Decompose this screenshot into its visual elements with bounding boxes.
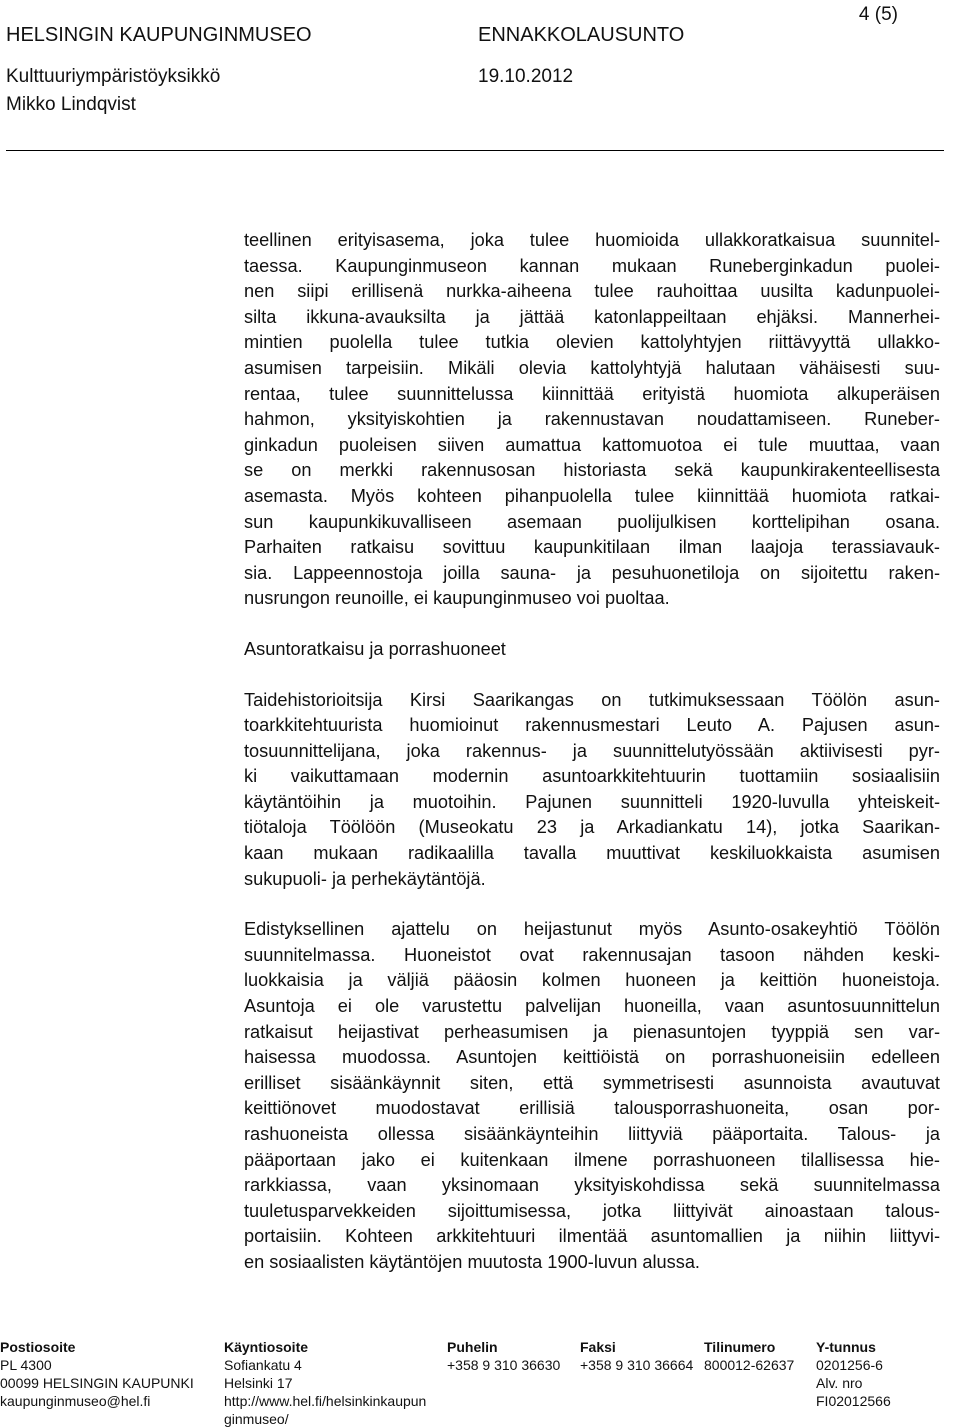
text-line: erilliset sisäänkäynnit siten, että symmetrisesti asunnoista avautuvat bbox=[244, 1072, 940, 1093]
footer-value: 800012-62637 bbox=[704, 1357, 795, 1373]
text-line: toarkkitehtuurista huomioinut rakennusmestari Leuto A. Pajusen asun- bbox=[244, 715, 940, 736]
text-line: Taidehistorioitsija Kirsi Saarikangas on tutkimuksessaan Töölön asun- bbox=[244, 689, 940, 710]
document-header bbox=[6, 24, 944, 124]
paragraph-roof bbox=[244, 228, 940, 612]
text-line: ginkadun puoleisen siiven aumattua kattomuotoa ei tule muuttaa, vaan bbox=[244, 434, 940, 455]
text-line: tosuunnittelijana, joka rakennus- ja suunnittelutyössään aktiivisesti pyr- bbox=[244, 740, 940, 761]
text-line: Asuntoja ei ole varustettu palvelijan huoneilla, vaan asuntosuunnittelun bbox=[244, 996, 940, 1017]
paragraph-progressive bbox=[244, 917, 940, 1275]
text-line: se on merkki rakennusosan historiasta sekä kaupunkirakenteellisesta bbox=[244, 460, 940, 481]
author-name: Mikko Lindqvist bbox=[6, 94, 136, 115]
document-type: ENNAKKOLAUSUNTO bbox=[478, 24, 685, 46]
footer-ytunnus bbox=[816, 1338, 891, 1410]
text-line: pääportaan jako ei kuitenkaan ilmene porrashuoneen tilallisessa hie- bbox=[244, 1149, 940, 1170]
footer-value: 0201256-6 bbox=[816, 1357, 883, 1373]
footer-label: Faksi bbox=[580, 1339, 616, 1355]
text-line: keittiönovet muodostavat erillisiä talousporrashuoneita, osan por- bbox=[244, 1098, 940, 1119]
footer-value: ginmuseo/ bbox=[224, 1411, 289, 1427]
footer-value: 00099 HELSINGIN KAUPUNKI bbox=[0, 1375, 194, 1391]
header-divider bbox=[6, 150, 944, 151]
organization-name: HELSINGIN KAUPUNGINMUSEO bbox=[6, 24, 312, 46]
text-line: ratkaisut heijastivat perheasumisen ja pienasuntojen tyyppiä sen var- bbox=[244, 1021, 940, 1042]
footer-puhelin bbox=[447, 1338, 560, 1374]
text-line: sun kaupunkikuvalliseen asemaan puolijulkisen korttelipihan osana. bbox=[244, 511, 940, 532]
footer-kayntiosoite bbox=[224, 1338, 426, 1428]
footer-label: Tilinumero bbox=[704, 1339, 776, 1355]
text-line: suunnitelmassa. Huoneistot ovat rakennusajan tasoon nähden keski- bbox=[244, 944, 940, 965]
footer-tilinumero bbox=[704, 1338, 794, 1374]
text-line: rentaa, tulee suunnittelussa kiinnittää erityistä huomiota alkuperäisen bbox=[244, 383, 940, 404]
footer-value: Alv. nro bbox=[816, 1375, 863, 1391]
footer-value: PL 4300 bbox=[0, 1357, 52, 1373]
document-body bbox=[244, 228, 940, 1276]
text-line: Edistyksellinen ajattelu on heijastunut myös Asunto-osakeyhtiö Töölön bbox=[244, 919, 940, 940]
footer-value: +358 9 310 36630 bbox=[447, 1357, 561, 1373]
footer-value: kaupunginmuseo@hel.fi bbox=[0, 1393, 151, 1409]
page-number: 4 (5) bbox=[858, 4, 898, 25]
footer-value: +358 9 310 36664 bbox=[580, 1357, 694, 1373]
document-date: 19.10.2012 bbox=[478, 66, 574, 87]
text-line: teellinen erityisasema, joka tulee huomioida ullakkoratkaisua suunnitel- bbox=[244, 230, 940, 250]
unit-name: Kulttuuriympäristöyksikkö bbox=[6, 66, 221, 87]
text-line: nen siipi erillisenä nurkka-aiheena tulee rauhoittaa uusilta kadunpuolei- bbox=[244, 281, 940, 302]
text-line: tiötaloja Töölöön (Museokatu 23 ja Arkadiankatu 14), jotka Saarikan- bbox=[244, 817, 940, 838]
footer-value: http://www.hel.fi/helsinkinkaupun bbox=[224, 1393, 427, 1409]
text-line: sia. Lappeennostoja joilla sauna- ja pesuhuonetiloja on sijoitettu raken- bbox=[244, 562, 940, 583]
footer-label: Puhelin bbox=[447, 1339, 498, 1355]
text-line: asemasta. Myös kohteen pihanpuolella tulee kiinnittää huomiota ratkai- bbox=[244, 485, 940, 506]
text-line: silta ikkuna-avauksilta ja jättää katonlappeiltaan ehjäksi. Mannerhei- bbox=[244, 306, 940, 327]
footer-label: Käyntiosoite bbox=[224, 1339, 309, 1355]
footer-value: Helsinki 17 bbox=[224, 1375, 293, 1391]
text-line: portaisiin. Kohteen arkkitehtuuri ilmentää asuntomallien ja niihin liittyvi- bbox=[244, 1226, 940, 1247]
text-line: en sosiaalisten käytäntöjen muutosta 1900-luvun alussa. bbox=[244, 1251, 700, 1272]
text-line: asumisen tarpeisiin. Mikäli olevia kattolyhtyjä halutaan vähäisesti suu- bbox=[244, 357, 940, 378]
text-line: kaan mukaan radikaalilla tavalla muuttivat keskiluokkaista asumisen bbox=[244, 843, 940, 864]
footer-faksi bbox=[580, 1338, 693, 1374]
text-line: käytäntöihin ja muotoihin. Pajunen suunnitteli 1920-luvulla yhteiskeit- bbox=[244, 791, 940, 812]
text-line: mintien puolella tulee tutkia olevien kattolyhtyjen riittävyyttä ullakko- bbox=[244, 332, 940, 353]
text-line: ki vaikuttamaan modernin asuntoarkkitehtuurin tuottamiin sosiaalisiin bbox=[244, 766, 940, 787]
text-line: hahmon, yksityiskohtien ja rakennustavan noudattamiseen. Runeber- bbox=[244, 409, 940, 430]
text-line: luokkaisia ja väljiä pääosin kolmen huoneen ja keittiön huoneistoja. bbox=[244, 970, 940, 991]
text-line: taessa. Kaupunginmuseon kannan mukaan Runeberginkadun puolei- bbox=[244, 255, 940, 276]
text-line: rashuoneista ollessa sisäänkäynteihin liittyviä pääportaita. Talous- ja bbox=[244, 1124, 940, 1144]
section-heading: Asuntoratkaisu ja porrashuoneet bbox=[244, 638, 506, 659]
footer-postiosoite bbox=[0, 1338, 194, 1410]
footer-value: Sofiankatu 4 bbox=[224, 1357, 302, 1373]
text-line: tuuletusparvekkeiden sijoittumisessa, jotka liittyivät ainoastaan talous- bbox=[244, 1200, 940, 1221]
footer-value: FI02012566 bbox=[816, 1393, 891, 1409]
paragraph-saarikangas bbox=[244, 688, 940, 893]
text-line: rarkkiassa, vaan yksinomaan yksityiskohdissa sekä suunnitelmassa bbox=[244, 1175, 940, 1196]
text-line: sukupuoli- ja perhekäytäntöjä. bbox=[244, 868, 486, 889]
text-line: haisessa muodossa. Asuntojen keittiöistä on porrashuoneisiin edelleen bbox=[244, 1047, 940, 1068]
footer-label: Postiosoite bbox=[0, 1339, 76, 1355]
footer-label: Y-tunnus bbox=[816, 1339, 876, 1355]
text-line: nusrungon reunoille, ei kaupunginmuseo voi puoltaa. bbox=[244, 588, 670, 609]
text-line: Parhaiten ratkaisu sovittuu kaupunkitilaan ilman laajoja terassiavauk- bbox=[244, 537, 940, 558]
